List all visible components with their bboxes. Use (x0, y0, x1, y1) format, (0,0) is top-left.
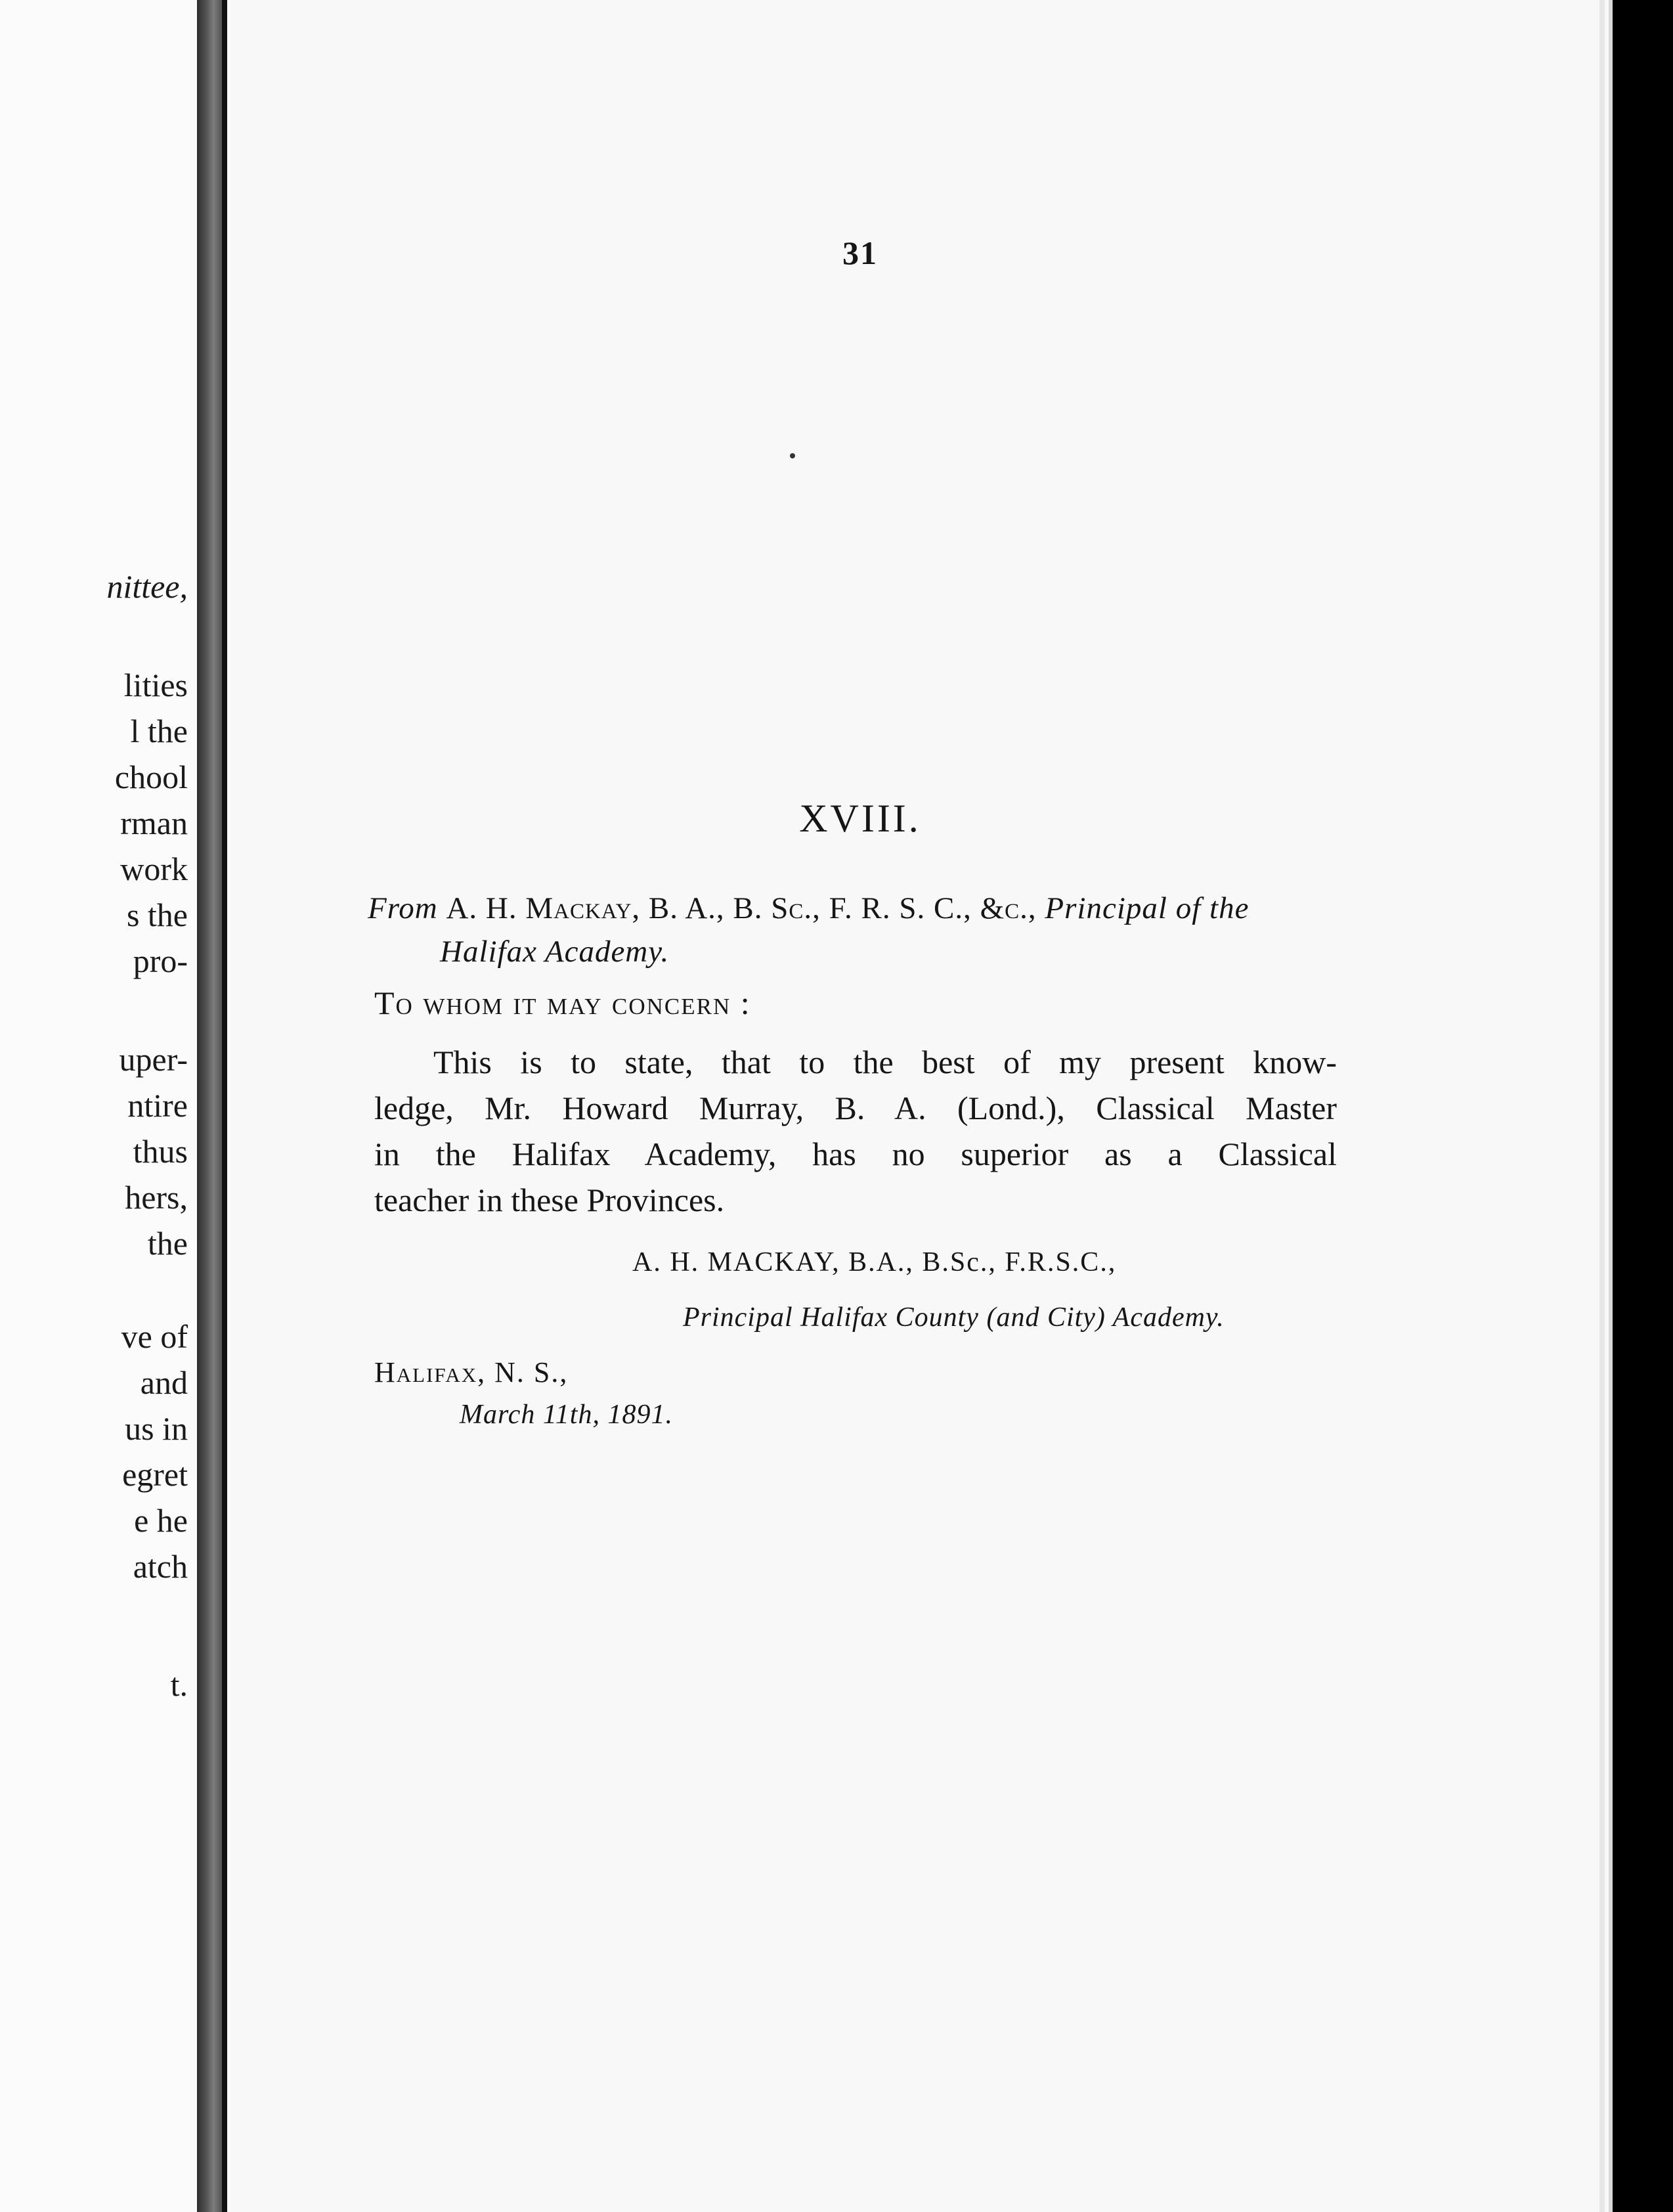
body-line: teacher in these Provinces. (374, 1182, 725, 1218)
author-title: Principal of the (1045, 891, 1249, 925)
left-page-line: s the (126, 896, 188, 933)
left-page-line: pro- (133, 942, 188, 979)
left-page-line: rman (120, 805, 188, 841)
from-word: From (368, 891, 438, 925)
left-page-line: lities (123, 667, 188, 703)
page-number: 31 (842, 234, 878, 271)
left-page-line: us in (125, 1410, 188, 1447)
left-page-line: l the (130, 713, 188, 749)
left-page-line: t. (170, 1666, 188, 1703)
left-page-line: thus (133, 1133, 188, 1170)
letter-date: March 11th, 1891. (460, 1400, 673, 1430)
page-edge (1609, 0, 1613, 2212)
left-page-line: atch (133, 1548, 188, 1585)
body-line: in the Halifax Academy, has no superior as a Classical (374, 1136, 1337, 1172)
place-of-writing: Halifax, N. S., (374, 1356, 569, 1388)
facing-page-fragment (0, 0, 197, 2212)
letter-attribution (368, 887, 1339, 973)
signature: A. H. MACKAY, B.A., B.Sc., F.R.S.C., (632, 1247, 1117, 1277)
body-line: ledge, Mr. Howard Murray, B. A. (Lond.), Classical Master (374, 1090, 1337, 1126)
left-page-line: ntire (127, 1087, 188, 1124)
ink-speck (790, 453, 795, 458)
salutation: To whom it may concern : (374, 984, 751, 1021)
left-page-line: the (147, 1225, 188, 1262)
left-page-line: hers, (125, 1179, 188, 1216)
left-page-line: e he (134, 1502, 188, 1539)
author-institution: Halifax Academy. (440, 935, 670, 969)
body-line: This is to state, that to the best of my present know- (433, 1044, 1337, 1080)
left-page-line: nittee, (106, 568, 188, 605)
gutter-shadow (222, 0, 227, 2212)
left-page-line: egret (122, 1456, 188, 1493)
left-page-line: ve of (121, 1318, 188, 1355)
letter-body (374, 1039, 1337, 1223)
left-page-line: and (140, 1364, 188, 1401)
left-page-line: chool (114, 759, 188, 795)
signature-title: Principal Halifax County (and City) Academy. (683, 1302, 1225, 1333)
page-edge (1599, 0, 1605, 2212)
author-credentials: A. H. Mackay, B. A., B. Sc., F. R. S. C., &c., (446, 891, 1037, 925)
left-page-line: work (120, 851, 188, 887)
section-heading: XVIII. (799, 797, 921, 840)
left-page-line: uper- (119, 1041, 188, 1078)
